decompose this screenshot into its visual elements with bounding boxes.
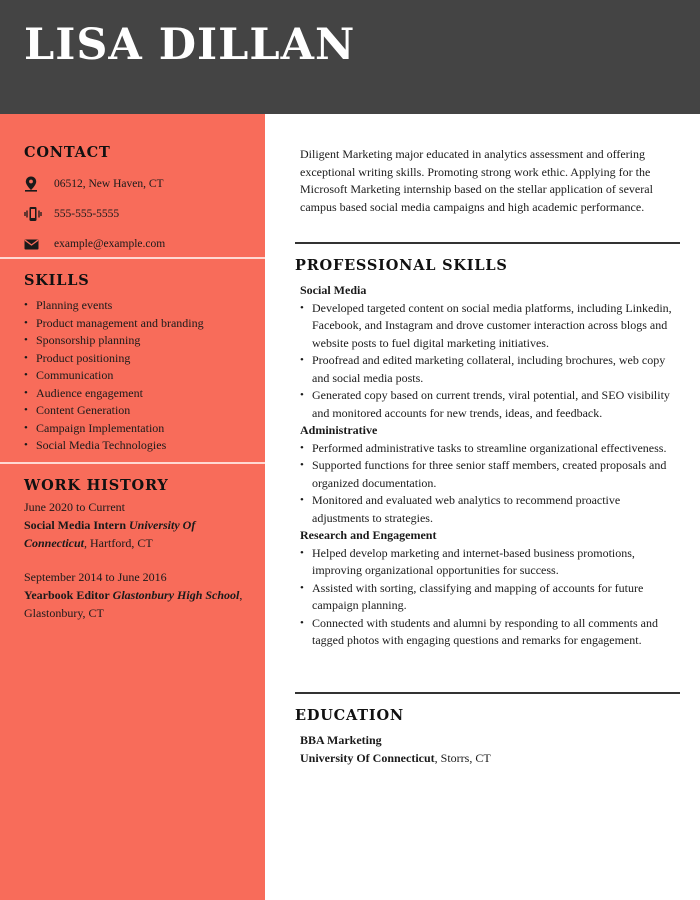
skill-item: • Audience engagement	[24, 385, 244, 403]
contact-address	[24, 169, 244, 199]
contact-email	[24, 229, 244, 259]
professional-skills-list	[300, 282, 680, 650]
skill-group-title: Social Media	[300, 283, 367, 297]
section-rule	[295, 242, 680, 244]
skill-bullet: • Monitored and evaluated web analytics to recommend proactive adjustments to strategies.	[300, 492, 680, 527]
phone-icon	[24, 206, 54, 222]
work-org: University Of Connecticut	[24, 518, 196, 550]
work-dates: June 2020 to Current	[24, 500, 125, 514]
work-role: Social Media Intern	[24, 518, 126, 532]
work-location: , Glastonbury, CT	[24, 588, 243, 620]
work-history-title: WORK HISTORY	[24, 477, 169, 494]
contact-title: CONTACT	[24, 144, 111, 161]
summary-text: Diligent Marketing major educated in analytics assessment and offering exceptional writing skills. Promoting strong work ethic. Applying for the Microsoft Marketing internship based on the stellar application of several campus based social media campaigns and high academic performance.	[300, 147, 653, 214]
skill-bullet: • Generated copy based on current trends, viral potential, and SEO visibility and monitored accounts for new trends, ideas, and feedback.	[300, 387, 680, 422]
skill-item: • Campaign Implementation	[24, 420, 244, 438]
sidebar-divider	[0, 462, 265, 464]
skills-list	[24, 297, 244, 455]
education-entry	[300, 732, 680, 767]
school-location: , Storrs, CT	[434, 750, 491, 765]
skill-group-bullets	[300, 300, 680, 423]
work-location: , Hartford, CT	[84, 536, 153, 550]
work-role: Yearbook Editor	[24, 588, 110, 602]
work-entry	[24, 568, 249, 622]
candidate-name: LISA DILLAN	[24, 20, 356, 70]
skill-bullet: • Proofread and edited marketing collateral, including brochures, web copy and social media posts.	[300, 352, 680, 387]
skill-bullet: • Connected with students and alumni by responding to all comments and tagged photos with engaging questions and remarks for engagement.	[300, 615, 680, 650]
skill-item: • Communication	[24, 367, 244, 385]
skill-group-title: Research and Engagement	[300, 528, 437, 542]
skills-section	[24, 272, 244, 455]
work-dates: September 2014 to June 2016	[24, 570, 167, 584]
resume-header	[0, 0, 700, 114]
contact-section	[24, 144, 244, 259]
skill-group-bullets	[300, 545, 680, 650]
envelope-icon	[24, 239, 54, 250]
degree: BBA Marketing	[300, 733, 382, 747]
work-history-section	[24, 477, 249, 622]
skills-title: SKILLS	[24, 272, 90, 289]
section-rule	[295, 692, 680, 694]
skill-item: • Content Generation	[24, 402, 244, 420]
contact-phone	[24, 199, 244, 229]
skill-bullet: • Assisted with sorting, classifying and mapping of accounts for future campaign planning.	[300, 580, 680, 615]
work-org: Glastonbury High School	[112, 588, 240, 602]
skill-item: • Planning events	[24, 297, 244, 315]
address-text: 06512, New Haven, CT	[54, 178, 164, 190]
skill-item: • Product positioning	[24, 350, 244, 368]
sidebar	[0, 114, 265, 900]
phone-text: 555-555-5555	[54, 208, 120, 220]
skill-item: • Product management and branding	[24, 315, 244, 333]
email-text: example@example.com	[54, 238, 166, 250]
skill-bullet: • Helped develop marketing and internet-based business promotions, improving organizational opportunities for success.	[300, 545, 680, 580]
skill-group-title: Administrative	[300, 423, 378, 437]
sidebar-divider	[0, 257, 265, 259]
skill-item: • Social Media Technologies	[24, 437, 244, 455]
skill-bullet: • Performed administrative tasks to streamline organizational effectiveness.	[300, 440, 680, 458]
professional-skills-title: PROFESSIONAL SKILLS	[295, 257, 508, 274]
work-entry	[24, 498, 249, 552]
school: University Of Connecticut	[300, 750, 435, 765]
skill-group-bullets	[300, 440, 680, 528]
skill-item: • Sponsorship planning	[24, 332, 244, 350]
skill-bullet: • Supported functions for three senior staff members, created proposals and organized documentation.	[300, 457, 680, 492]
education-title: EDUCATION	[295, 707, 404, 724]
location-pin-icon	[24, 176, 54, 192]
skill-bullet: • Developed targeted content on social media platforms, including Linkedin, Facebook, and Instagram and drove customer interaction across blogs and website posts to fuel digital marketing initiatives.	[300, 300, 680, 353]
